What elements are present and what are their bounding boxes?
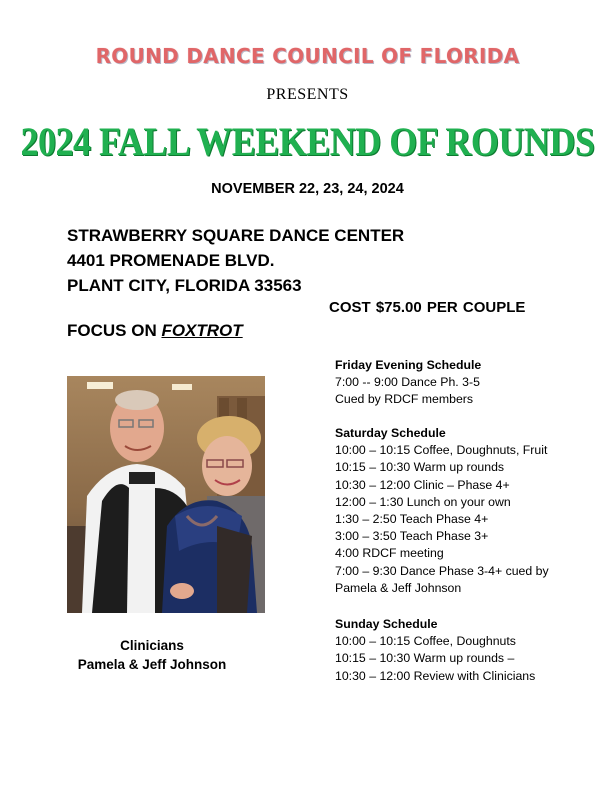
schedule-item: 12:00 – 1:30 Lunch on your own	[335, 494, 511, 509]
schedule-item: 7:00 – 9:30 Dance Phase 3-4+ cued by	[335, 563, 549, 578]
cost-label: COST $75.00 PER COUPLE	[329, 299, 526, 316]
focus-prefix: FOCUS ON	[67, 321, 162, 340]
venue-address: 4401 PROMENADE BLVD.	[67, 251, 275, 270]
friday-schedule-title: Friday Evening Schedule	[335, 358, 482, 372]
schedule-item: 10:15 – 10:30 Warm up rounds	[335, 460, 505, 475]
event-title: 2024 FALL WEEKEND OF ROUNDS	[20, 119, 595, 164]
sunday-schedule-title: Sunday Schedule	[335, 617, 438, 631]
clinicians-label: Clinicians	[120, 638, 184, 653]
presents-label: PRESENTS	[266, 86, 349, 103]
schedule-item: Pamela & Jeff Johnson	[335, 580, 462, 595]
schedule-item: 4:00 RDCF meeting	[335, 546, 444, 561]
schedule-item: 3:00 – 3:50 Teach Phase 3+	[335, 529, 489, 544]
focus-dance: FOXTROT	[161, 321, 243, 340]
schedule-item: Cued by RDCF members	[335, 392, 474, 407]
friday-schedule	[335, 357, 605, 409]
schedule-item: 1:30 – 2:50 Teach Phase 4+	[335, 512, 489, 527]
venue-name: STRAWBERRY SQUARE DANCE CENTER	[67, 226, 405, 245]
sunday-schedule	[335, 616, 605, 685]
schedule-item: 10:30 – 12:00 Review with Clinicians	[335, 668, 536, 683]
schedule-item: 7:00 -- 9:00 Dance Ph. 3-5	[335, 375, 480, 390]
event-dates: NOVEMBER 22, 23, 24, 2024	[211, 181, 404, 197]
schedule-item: 10:00 – 10:15 Coffee, Doughnuts	[335, 634, 516, 649]
schedule-item: 10:15 – 10:30 Warm up rounds –	[335, 651, 515, 666]
schedule-item: 10:30 – 12:00 Clinic – Phase 4+	[335, 477, 510, 492]
focus-line	[67, 321, 243, 341]
schedule-item: 10:00 – 10:15 Coffee, Doughnuts, Fruit	[335, 443, 548, 458]
clinicians-names: Pamela & Jeff Johnson	[77, 657, 227, 672]
organization-title: ROUND DANCE COUNCIL OF FLORIDA	[95, 44, 520, 68]
venue-city: PLANT CITY, FLORIDA 33563	[67, 276, 302, 295]
saturday-schedule-title: Saturday Schedule	[335, 426, 446, 440]
saturday-schedule	[335, 425, 605, 597]
clinicians-photo	[67, 376, 265, 613]
